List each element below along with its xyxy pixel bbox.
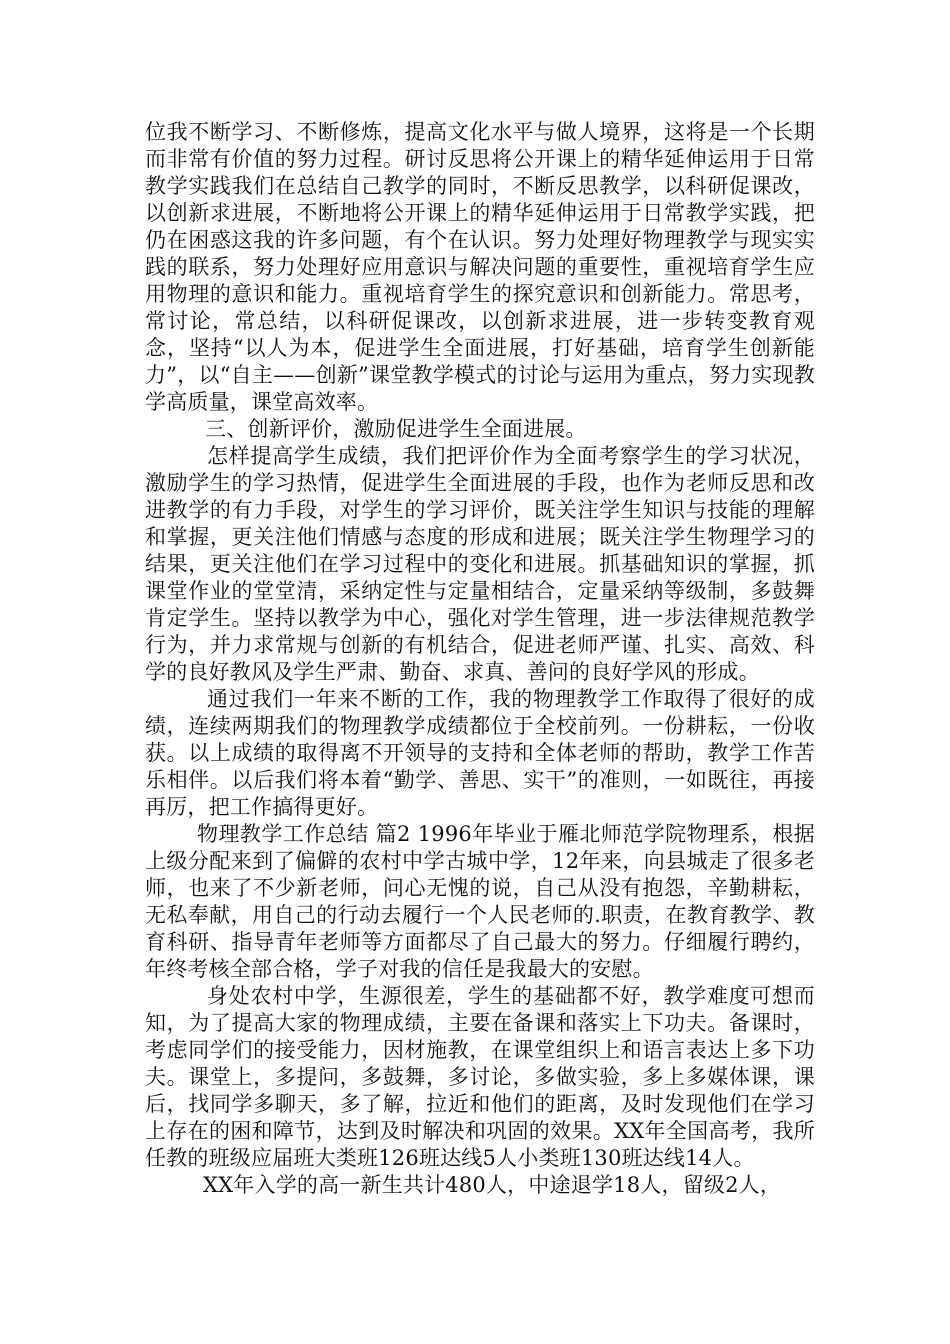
- document-body: [145, 119, 815, 1199]
- paragraph-continuation: 位我不断学习、不断修炼，提高文化水平与做人境界，这将是一个长期而非常有价值的努力过程。研讨反思将公开课上的精华延伸运用于日常教学实践我们在总结自己教学的同时，不断反思教学，以科研促课改，以创新求进展，不断地将公开课上的精华延伸运用于日常教学实践，把仍在困惑这我的许多问题，有个在认识。努力处理好物理教学与现实实践的联系，努力处理好应用意识与解决问题的重要性，重视培育学生应用物理的意识和能力。重视培育学生的探究意识和创新能力。常思考，常讨论，常总结，以科研促课改，以创新求进展，进一步转变教育观念，坚持“以人为本，促进学生全面进展，打好基础，培育学生创新能力”，以“自主——创新”课堂教学模式的讨论与运用为重点，努力实现教学高质量，课堂高效率。: [145, 120, 815, 414]
- paragraph-rural-school: 身处农村中学，生源很差，学生的基础都不好，教学难度可想而知，为了提高大家的物理成绩，主要在备课和落实上下功夫。备课时，考虑同学们的接受能力，因材施教，在课堂组织上和语言表达上多下功夫。课堂上，多提问，多鼓舞，多讨论，多做实验，多上多媒体课，课后，找同学多聊天，多了解，拉近和他们的距离，及时发现他们在学习上存在的困和障节，达到及时解决和巩固的效果。XX年全国高考，我所任教的班级应届班大类班126班达线5人小类班130班达线14人。: [145, 984, 815, 1170]
- paragraph-enrollment: XX年入学的高一新生共计480人，中途退学18人，留级2人，: [203, 1173, 782, 1197]
- paragraph-summary-2: 物理教学工作总结 篇2 1996年毕业于雁北师范学院物理系，根据上级分配来到了偏僻的农村中学古城中学，12年来，向县城走了很多老师，也来了不少新老师，问心无愧的说，自己从没有抱怨，辛勤耕耘，无私奉献，用自己的行动去履行一个人民老师的.职责，在教育教学、教育科研、指导青年老师等方面都尽了自己最大的努力。仔细履行聘约，年终考核全部合格，学子对我的信任是我最大的安慰。: [145, 822, 815, 981]
- section-heading-3: 三、创新评价，激励促进学生全面进展。: [205, 417, 587, 441]
- paragraph-results: 通过我们一年来不断的工作，我的物理教学工作取得了很好的成绩，连续两期我们的物理教学成绩都位于全校前列。一份耕耘，一份收获。以上成绩的取得离不开领导的支持和全体老师的帮助，教学工作苦乐相伴。以后我们将本着“勤学、善思、实干”的准则，一如既往，再接再厉，把工作搞得更好。: [145, 687, 815, 819]
- paragraph-evaluation: 怎样提高学生成绩，我们把评价作为全面考察学生的学习状况，激励学生的学习热情，促进学生全面进展的手段，也作为老师反思和改进教学的有力手段，对学生的学习评价，既关注学生知识与技能的理解和掌握，更关注他们情感与态度的形成和进展；既关注学生物理学习的结果，更关注他们在学习过程中的变化和进展。抓基础知识的掌握，抓课堂作业的堂堂清，采纳定性与定量相结合，定量采纳等级制，多鼓舞肯定学生。坚持以教学为中心，强化对学生管理，进一步法律规范教学行为，并力求常规与创新的有机结合，促进老师严谨、扎实、高效、科学的良好教风及学生严肃、勤奋、求真、善问的良好学风的形成。: [145, 444, 815, 684]
